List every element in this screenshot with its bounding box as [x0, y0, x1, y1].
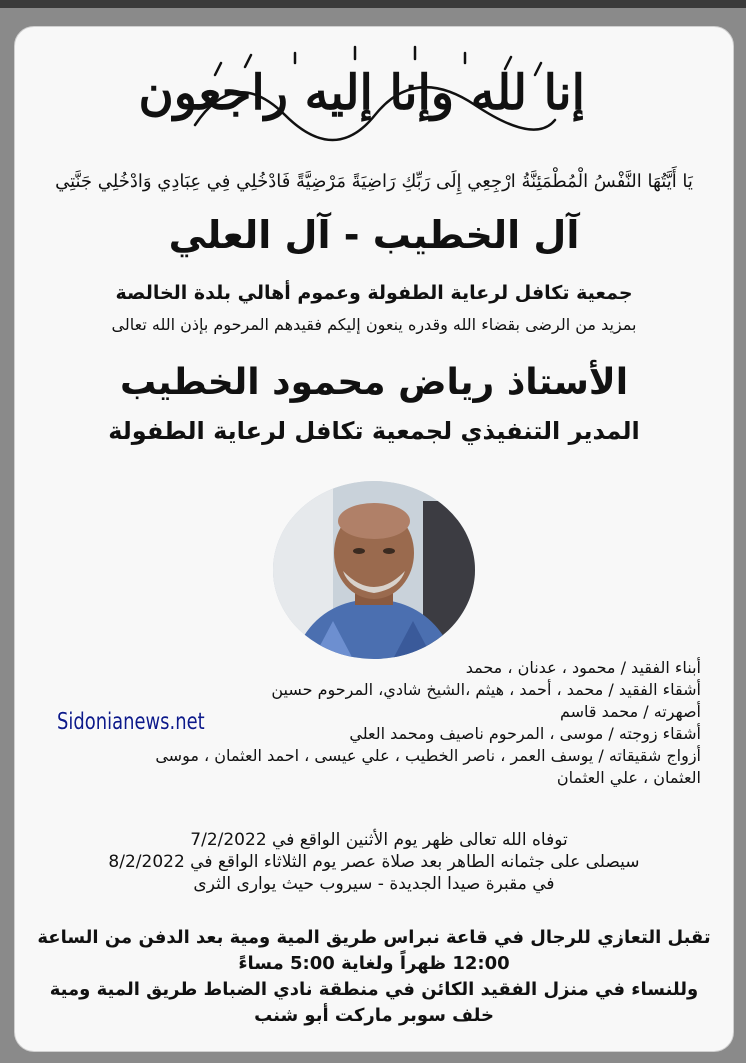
death-info-line: في مقبرة صيدا الجديدة - سيروب حيث يوارى الثرى — [193, 874, 555, 894]
kin-line: أصهرته / محمد قاسم — [559, 702, 701, 721]
death-info — [55, 829, 693, 895]
portrait-photo-icon — [273, 481, 475, 659]
reception-line: تقبل التعازي للرجال في قاعة نبراس طريق المية ومية بعد الدفن من الساعة — [37, 927, 711, 948]
kin-line: أشقاء الفقيد / محمد ، أحمد ، هيثم ،الشيخ شادي، المرحوم حسين — [271, 680, 701, 699]
watermark: Sidonianews.net — [57, 709, 205, 735]
kin-line: أشقاء زوجته / موسى ، المرحوم ناصيف ومحمد العلي — [349, 724, 701, 743]
deceased-name: الأستاذ رياض محمود الخطيب — [119, 362, 629, 403]
reception-line: وللنساء في منزل الفقيد الكائن في منطقة نادي الضباط طريق المية ومية — [49, 979, 699, 1000]
kin-line: أبناء الفقيد / محمود ، عدنان ، محمد — [465, 658, 701, 677]
top-bar — [0, 0, 746, 8]
death-info-line: سيصلى على جثمانه الطاهر بعد صلاة عصر يوم الثلاثاء الواقع في 8/2/2022 — [108, 852, 640, 872]
death-info-line: توفاه الله تعالى ظهر يوم الأثنين الواقع في 7/2/2022 — [190, 830, 568, 850]
families-heading: آل الخطيب - آل العلي — [168, 213, 580, 257]
kin-line: العثمان ، علي العثمان — [556, 768, 701, 787]
kin-line: أزواج شقيقاته / يوسف العمر ، ناصر الخطيب ، علي عيسى ، احمد العثمان ، موسى — [155, 746, 701, 765]
quran-verse: يَا أَيَّتُهَا النَّفْسُ الْمُطْمَئِنَّةُ ارْجِعِي إِلَى رَبِّكِ رَاضِيَةً مَرْضِيَّةً فَادْخُلِي فِي عِبَادِي وَادْخُلِي جَنَّتِي — [55, 171, 693, 192]
condolence-line: بمزيد من الرضى بقضاء الله وقدره ينعون إليكم فقيدهم المرحوم بإذن الله تعالى — [111, 315, 637, 334]
obituary-card — [14, 26, 734, 1052]
reception-line: خلف سوبر ماركت أبو شنب — [254, 1005, 494, 1026]
association-line: جمعية تكافل لرعاية الطفولة وعموم أهالي بلدة الخالصة — [115, 282, 633, 304]
reception-info — [27, 925, 721, 1029]
calligraphy-title: إنا لله وإنا إليه راجعون — [138, 65, 585, 121]
reception-line: 12:00 ظهراً ولغاية 5:00 مساءً — [238, 953, 510, 974]
deceased-role: المدير التنفيذي لجمعية تكافل لرعاية الطفولة — [108, 417, 640, 445]
